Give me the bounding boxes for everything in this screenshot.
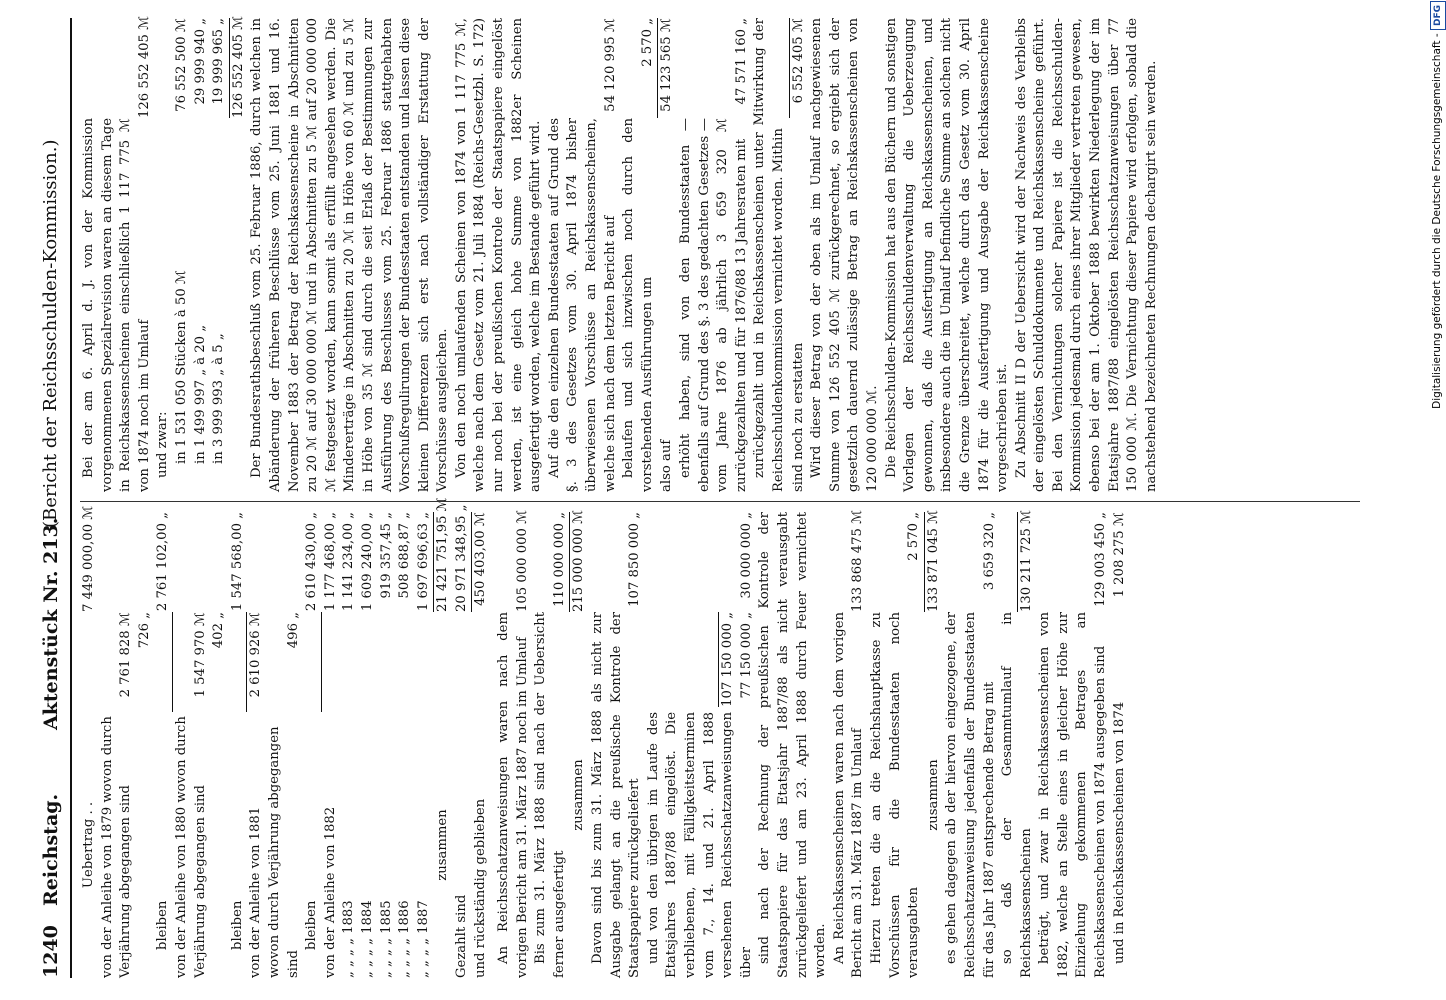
digitization-credit <box>1400 0 1443 1000</box>
list-item: in 1 499 997 „ à 20 „ 29 999 940 „ <box>192 18 208 464</box>
list-item: also auf 54 123 565 ℳ <box>657 18 677 492</box>
list-item: „ „ „ „ 1885 919 357,45 „ <box>378 512 394 978</box>
paragraph: Zu Abschnitt II D der Uebersicht wird der Nachweis des Verbleibs der eingelösten Schulddokumente und Reichskassenscheine geführt. Bei den Vernichtungen solcher Papiere ist die Reichsschulden-Kommission jedesmal durch eines ihrer Mitglieder vertreten gewesen, ebenso bei der am 1. Oktober 1888 bewirkten Niederlegung der im Etatsjahre 1887/88 eingelösten Reichsschatzanweisungen über 77 150 000 ℳ. Die Vernichtung dieser Papiere wird erfolgen, sobald die nachstehend bezeichneten Rechnungen dechargirt sein werden. <box>1013 18 1159 492</box>
header-rule <box>70 18 72 978</box>
paragraph: Von den noch umlaufenden Scheinen von 1874 von 1 117 775 ℳ, welche nach dem Gesetz vom 21. Juli 1884 (Reichs-Gesetzbl. S. 172) nur noch bei der preußischen Kontrole der Staatspapiere eingelöst werden, ist eine gleich hohe Summe von 1882er Scheinen ausgefertigt worden, welche im Bestande geführt wird. <box>453 18 544 492</box>
list-item: von der Anleihe von 1879 wovon durch Verjährung abgegangen sind 2 761 828 ℳ <box>99 612 134 978</box>
column-divider <box>80 501 1360 502</box>
list-item: belaufen und sich inzwischen noch durch den vorstehenden Ausführungen um 2 570 „ <box>621 18 655 492</box>
list-item: bleiben 2 761 102,00 „ <box>154 512 173 978</box>
list-item: Davon sind bis zum 31. März 1888 als nicht zur Ausgabe gelangt an die preußische Kontrole der Staatspapiere zurückgeliefert 107 850 000 „ <box>590 512 643 978</box>
list-item: Hierzu treten die an die Reichshauptkasse zu Vorschüssen für die Bundesstaaten noch verausgabten 2 570 „ <box>868 512 922 978</box>
list-item: 126 552 405 ℳ <box>229 18 249 492</box>
paragraph: zurückgezahlt und in Reichskassenscheinen unter Mitwirkung der Reichsschuldenkommission vernichtet worden. Mithin <box>752 18 786 492</box>
list-item: zusammen 215 000 000 ℳ <box>569 512 589 978</box>
list-item: von der Anleihe von 1882 1 177 468,00 „ <box>322 512 338 978</box>
left-column <box>80 497 1360 978</box>
list-item: „ „ „ „ 1886 508 688,87 „ <box>397 512 413 978</box>
page-number: 1240 <box>40 925 62 978</box>
list-item: zusammen 21 421 751,95 ℳ <box>433 512 453 978</box>
running-title: Reichstag. <box>40 793 62 906</box>
list-item: Uebertrag . . 7 449 000,00 ℳ <box>81 505 96 889</box>
list-item: bleiben 1 547 568,00 „ <box>229 512 248 978</box>
list-item: so daß der Gesammtumlauf in Reichskassenscheinen 130 211 725 ℳ <box>999 512 1036 978</box>
list-item: Gezahlt sind 20 971 348,95 „ <box>453 504 469 978</box>
list-item: An Reichskassenscheinen waren nach dem vorigen Bericht am 31. März 1887 im Umlauf 133 868 475 ℳ <box>831 509 866 978</box>
credit-text: Digitalisierung gefördert durch die Deutsche Forschungsgemeinschaft - <box>1431 33 1443 409</box>
list-item: „ „ „ „ 1883 1 141 234,00 „ <box>341 512 357 978</box>
list-item: und zwar: <box>155 411 171 478</box>
paragraph: Wird dieser Betrag von der oben als im Umlauf nachgewiesenen Summe von 126 552 405 ℳ zurückgerechnet, so ergiebt sich der gesetzlich dauernd zulässige Betrag an Reichskassenscheinen von 120 000 000 ℳ. <box>809 18 880 492</box>
paragraph: Die Reichsschulden-Kommission hat aus den Büchern und sonstigen Vorlagen der Reichsschuldenverwaltung die Ueberzeugung gewonnen, daß die Ausfertigung an Reichskassenscheinen, und insbesondere auch die im Umlauf befindliche Summe an solchen nicht die Grenze überschreitet, welche durch das Gesetz vom 30. April 1874 für die Ausfertigung und Ausgabe der Reichskassenscheine vorgeschrieben ist. <box>883 18 1011 492</box>
list-item: beträgt, und zwar in Reichskassenscheinen von 1882, welche an Stelle eines in gleicher Höhe zur Einziehung gekommenen Betrages an Reichskassenscheinen von 1874 ausgegeben sind 129 003 450 „ <box>1037 512 1109 978</box>
list-item: und in Reichskassenscheinen von 1874 1 208 275 ℳ <box>1111 512 1127 964</box>
list-item: Auf die den einzelnen Bundesstaaten auf Grund des §. 3 des Gesetzes vom 30. April 1874 bisher überwiesenen Vorschüsse an Reichskassenscheinen, welche sich nach dem letzten Bericht auf 54 120 995 ℳ <box>546 18 618 492</box>
aktenstueck-label: Aktenstück Nr. 213. <box>40 517 62 730</box>
dfg-logo: DFG <box>1430 1 1446 30</box>
report-title: (Bericht der Reichsschulden-Kommission.) <box>40 139 61 528</box>
list-item: in 3 999 993 „ à 5 „ 19 999 965 „ <box>211 18 227 464</box>
list-item: und rückständig geblieben 450 403,00 ℳ <box>471 512 491 978</box>
list-item: erhöht haben, sind von den Bundesstaaten — ebenfalls auf Grund des §. 3 des gedachten Gesetzes — vom Jahre 1876 ab jährlich 3 659 320 ℳ zurückgezahlten und für 1876/88 13 Jahresraten mit 47 571 160 „ <box>678 18 749 492</box>
list-item: „ „ „ „ 1887 1 697 696,63 „ <box>415 512 431 978</box>
page-body <box>36 15 1366 978</box>
list-item: in 1 531 050 Stücken à 50 ℳ 76 552 500 ℳ <box>173 18 189 464</box>
list-item: von der Anleihe von 1880 wovon durch Verjährung abgegangen sind 1 547 970 ℳ <box>173 612 208 978</box>
list-item: zusammen 133 871 045 ℳ <box>924 512 944 978</box>
list-item: sind nach der Rechnung der preußischen Kontrole der Staatspapiere für das Etatsjahr 1887/88 als nicht verausgabt zurückgeliefert und am 23. April 1888 durch Feuer vernichtet worden. <box>757 512 829 978</box>
list-item: 726 „ <box>136 612 152 649</box>
list-item: An Reichsschatzanweisungen waren nach dem vorigen Bericht am 31. März 1887 noch im Umlauf 105 000 000 ℳ <box>496 509 530 978</box>
right-column <box>80 15 1360 492</box>
list-item: bleiben 2 610 430,00 „ <box>303 512 322 978</box>
list-item: von der Anleihe von 1881 2 610 926 ℳ <box>248 612 264 978</box>
list-item: sind noch zu erstatten 6 552 405 ℳ <box>789 18 809 492</box>
paragraph: Der Bundesrathsbeschluß vom 25. Februar 1886, durch welchen in Abänderung der früheren Beschlüsse vom 25. Juni 1881 und 16. November 1883 der Betrag der Reichskassenscheine in Abschnitten zu 20 ℳ auf 30 000 000 ℳ und in Abschnitten zu 5 ℳ auf 20 000 000 ℳ festgesetzt worden, kann somit als erfüllt angesehen werden. Die Mindererträge in Abschnitten zu 20 ℳ in Höhe von 60 ℳ und zu 5 ℳ in Höhe von 35 ℳ sind durch die seit Erlaß der Bestimmungen zur Ausführung des Beschlusses vom 25. Februar 1886 stattgehabten Vorschußregulirungen der Bundesstaaten entstanden und lassen diese kleinen Differenzen sich erst nach vollständiger Erstattung der Vorschüsse ausgleichen. <box>249 18 451 492</box>
list-item: es gehen dagegen ab der hiervon eingezogene, der Reichsschatzanweisung jedenfalls der Bundesstaaten für das Jahr 1887 entsprechende Betrag mit 3 659 320 „ <box>944 512 997 978</box>
list-item: Bei der am 6. April d. J. von der Kommission vorgenommenen Spezialrevision waren an diesem Tage in Reichskassenscheinen einschließlich 1 117 775 ℳ von 1874 noch im Umlauf 126 552 405 ℳ <box>81 15 152 492</box>
list-item: „ „ „ „ 1884 1 609 240,00 „ <box>359 512 375 978</box>
page-header <box>36 18 70 978</box>
list-item: 402 „ <box>211 612 227 649</box>
list-item: wovon durch Verjährung abgegangen sind 496 „ <box>266 612 301 978</box>
list-item: und von den übrigen im Laufe des Etatsjahres 1887/88 eingelöst. Die verbliebenen, mit Fälligkeitsterminen vom 7., 14. und 21. April 1888 versehenen Reichsschatzanweisungen über 107 150 000 „ 77 150 000 „ 30 000 000 „ <box>645 512 754 978</box>
list-item: Bis zum 31. März 1888 sind nach der Uebersicht ferner ausgefertigt 110 000 000 „ <box>533 512 567 978</box>
